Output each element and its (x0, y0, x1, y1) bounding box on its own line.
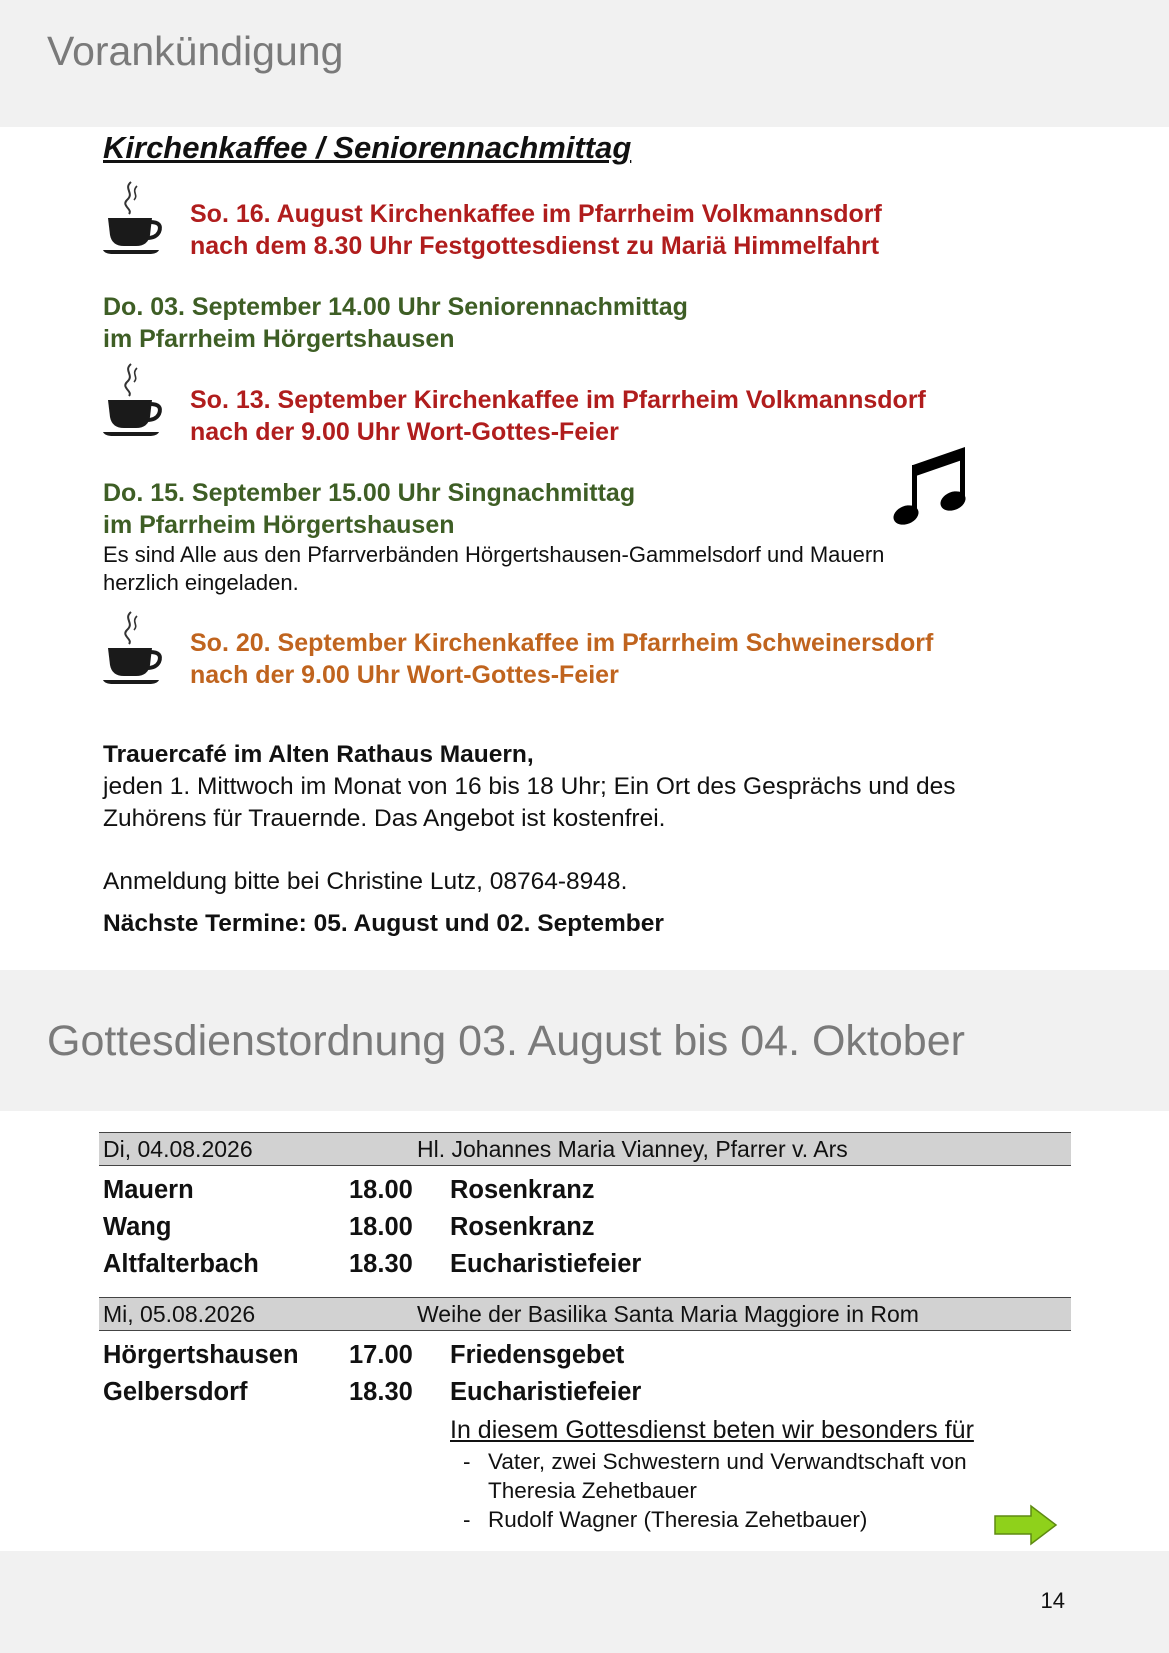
footer-band (0, 1551, 1169, 1653)
event-line: im Pfarrheim Hörgertshausen (103, 511, 455, 539)
service-time: 18.00 (349, 1213, 413, 1241)
day-header (99, 1297, 1071, 1331)
event-kirchenkaffee-20-september (190, 627, 933, 691)
event-seniorennachmittag-03-september (103, 291, 688, 355)
trauercafe-block (103, 739, 955, 835)
service-type: Eucharistiefeier (450, 1250, 642, 1278)
intentions-heading: In diesem Gottesdienst beten wir besonders für (450, 1416, 974, 1444)
event-line: nach dem 8.30 Uhr Festgottesdienst zu Mariä Himmelfahrt (190, 232, 880, 260)
list-item-line: - Rudolf Wagner (Theresia Zehetbauer) (488, 1507, 868, 1532)
day-feast: Hl. Johannes Maria Vianney, Pfarrer v. Ars (417, 1136, 848, 1162)
event-line: nach der 9.00 Uhr Wort-Gottes-Feier (190, 661, 619, 689)
service-row (0, 1209, 1169, 1245)
event-line: im Pfarrheim Hörgertshausen (103, 325, 455, 353)
coffee-cup-icon (101, 180, 165, 258)
music-note-icon (893, 445, 973, 527)
service-place: Hörgertshausen (103, 1341, 299, 1369)
day-date: Mi, 05.08.2026 (103, 1301, 256, 1327)
trauercafe-registration: Anmeldung bitte bei Christine Lutz, 08764-8948. (103, 868, 628, 895)
list-item (463, 1447, 967, 1505)
service-place: Mauern (103, 1176, 194, 1204)
event-line: nach der 9.00 Uhr Wort-Gottes-Feier (190, 418, 619, 446)
service-type: Friedensgebet (450, 1341, 625, 1369)
list-item (463, 1505, 967, 1534)
service-row (0, 1374, 1169, 1410)
service-row (0, 1246, 1169, 1282)
day-header (99, 1132, 1071, 1166)
trauercafe-title: Trauercafé im Alten Rathaus Mauern, (103, 741, 534, 768)
text-line: herzlich eingeladen. (103, 570, 299, 595)
service-row (0, 1172, 1169, 1208)
trauercafe-next-dates: Nächste Termine: 05. August und 02. September (103, 910, 664, 937)
page-number: 14 (1040, 1588, 1065, 1613)
service-place: Altfalterbach (103, 1250, 259, 1278)
event-line: Do. 15. September 15.00 Uhr Singnachmittag (103, 479, 636, 507)
invitation-text (103, 541, 884, 597)
section-title: Kirchenkaffee / Seniorennachmittag (103, 130, 632, 165)
service-type: Rosenkranz (450, 1176, 595, 1204)
event-line: So. 13. September Kirchenkaffee im Pfarrheim Volkmannsdorf (190, 386, 926, 414)
service-type: Rosenkranz (450, 1213, 595, 1241)
service-time: 18.30 (349, 1250, 413, 1278)
service-time: 17.00 (349, 1341, 413, 1369)
day-date: Di, 04.08.2026 (103, 1136, 253, 1162)
service-place: Gelbersdorf (103, 1378, 248, 1406)
intentions-list (463, 1447, 967, 1534)
text-line: jeden 1. Mittwoch im Monat von 16 bis 18 Uhr; Ein Ort des Gesprächs und des (103, 773, 956, 800)
header-band (0, 0, 1169, 127)
schedule-title: Gottesdienstordnung 03. August bis 04. Oktober (47, 1017, 965, 1065)
schedule-header-band (0, 970, 1169, 1111)
service-time: 18.00 (349, 1176, 413, 1204)
text-line: Zuhörens für Trauernde. Das Angebot ist kostenfrei. (103, 805, 666, 832)
service-place: Wang (103, 1213, 172, 1241)
page-title: Vorankündigung (47, 28, 344, 74)
event-singnachmittag-15-september (103, 477, 635, 541)
text-line: Es sind Alle aus den Pfarrverbänden Hörgertshausen-Gammelsdorf und Mauern (103, 542, 885, 567)
coffee-cup-icon (101, 610, 165, 688)
event-kirchenkaffee-16-august (190, 198, 882, 262)
coffee-cup-icon (101, 362, 165, 440)
day-feast: Weihe der Basilika Santa Maria Maggiore in Rom (417, 1301, 919, 1327)
event-line: Do. 03. September 14.00 Uhr Seniorennachmittag (103, 293, 688, 321)
event-line: So. 20. September Kirchenkaffee im Pfarrheim Schweinersdorf (190, 629, 934, 657)
event-kirchenkaffee-13-september (190, 384, 926, 448)
service-row (0, 1337, 1169, 1373)
list-item-line: - Vater, zwei Schwestern und Verwandtschaft von (488, 1449, 967, 1474)
event-line: So. 16. August Kirchenkaffee im Pfarrheim Volkmannsdorf (190, 200, 882, 228)
service-time: 18.30 (349, 1378, 413, 1406)
service-type: Eucharistiefeier (450, 1378, 642, 1406)
green-arrow-right-icon[interactable] (993, 1504, 1059, 1546)
list-item-line: Theresia Zehetbauer (488, 1478, 697, 1503)
